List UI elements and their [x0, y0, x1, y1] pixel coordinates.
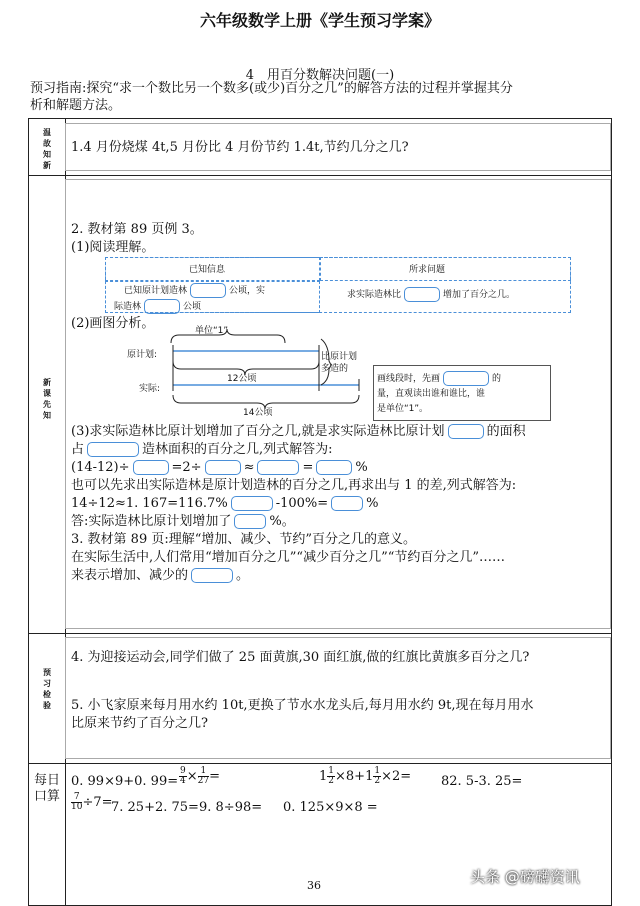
- s3-line-2: 占 造林面积的百分之几,列式解答为:: [71, 442, 333, 457]
- answer-blank[interactable]: [133, 460, 169, 475]
- preview-guide: [30, 80, 620, 114]
- plan-value: 12公顷: [227, 374, 257, 384]
- calc-1: 0. 99×9+0. 99=: [71, 774, 179, 789]
- row-label-review: 温故知新: [43, 128, 51, 170]
- answer-blank[interactable]: [205, 460, 241, 475]
- row-divider: [29, 633, 611, 634]
- q3-line-3: 来表示增加、减少的 。: [71, 568, 250, 583]
- calc-7: 9. 8÷98=: [199, 800, 263, 815]
- actual-label: 实际:: [139, 384, 161, 394]
- q5-line-2: 比原来节约了百分之几?: [71, 716, 208, 731]
- more-label: 比原计划 多造的: [321, 352, 358, 374]
- answer-blank[interactable]: [404, 287, 440, 302]
- answer-blank[interactable]: [257, 460, 299, 475]
- answer-blank[interactable]: [316, 460, 352, 475]
- known-line-2: 际造林 公顷: [114, 299, 201, 316]
- s3-line-3: (14-12)÷ =2÷ ≈ = %: [71, 460, 368, 475]
- answer-blank[interactable]: [234, 514, 266, 529]
- s3-line-6: 答:实际造林比原计划增加了 %。: [71, 514, 295, 529]
- info-table-cell: [320, 257, 571, 281]
- actual-value: 14公顷: [243, 408, 273, 418]
- s3-line-5: 14÷12≈1. 167=116.7% -100%= %: [71, 496, 379, 511]
- page-number: 36: [307, 879, 321, 892]
- lesson-title: 4 用百分数解决问题(一): [245, 68, 395, 83]
- known-line-1: 已知原计划造林 公顷，实: [124, 283, 265, 300]
- guide-line-2: 析和解题方法。: [30, 98, 122, 113]
- calc-4: 82. 5-3. 25=: [441, 774, 523, 789]
- q4: 4. 为迎接运动会,同学们做了 25 面黄旗,30 面红旗,做的红旗比黄旗多百分之几?: [71, 650, 530, 665]
- guide-line-1: 预习指南:探究“求一个数比另一个数多(或少)百分之几”的解答方法的过程并掌握其分: [30, 81, 513, 96]
- q3-line-2: 在实际生活中,人们常用“增加百分之几”“减少百分之几”“节约百分之几”……: [71, 550, 506, 565]
- answer-blank[interactable]: [331, 496, 363, 511]
- row-label-check: 预习检验: [43, 668, 51, 710]
- example-ref: 2. 教材第 89 页例 3。: [71, 222, 203, 237]
- review-question: 1.4 月份烧煤 4t,5 月份比 4 月份节约 1.4t,节约几分之几?: [71, 140, 409, 155]
- answer-blank[interactable]: [190, 283, 226, 298]
- answer-blank[interactable]: [144, 299, 180, 314]
- s3-line-1: (3)求实际造林比原计划增加了百分之几,就是求实际造林比原计划 的面积: [71, 424, 526, 439]
- q3: 3. 教材第 89 页:理解“增加、减少、节约”百分之几的意义。: [71, 532, 417, 547]
- worksheet-table: [28, 118, 612, 906]
- answer-blank[interactable]: [443, 371, 489, 386]
- row-label-new: 新课先知: [43, 378, 51, 420]
- draw-heading: (2)画图分析。: [71, 316, 155, 331]
- row-divider: [29, 175, 611, 176]
- page-title: 六年级数学上册《学生预习学案》: [199, 11, 440, 30]
- unit-label: 单位“1”: [195, 326, 229, 336]
- read-heading: (1)阅读理解。: [71, 240, 155, 255]
- calc-2: $\frac{9}{4}$ × $\frac{1}{27}$ =: [180, 766, 220, 786]
- calc-8: 0. 125×9×8 =: [283, 800, 378, 815]
- s3-line-4: 也可以先求出实际造林是原计划造林的百分之几,再求出与 1 的差,列式解答为:: [71, 478, 517, 493]
- calc-6: 7. 25+2. 75=: [111, 800, 199, 815]
- answer-blank[interactable]: [191, 568, 233, 583]
- q5-line-1: 5. 小飞家原来每月用水约 10t,更换了节水水龙头后,每月用水约 9t,现在每月用水: [71, 698, 534, 713]
- answer-blank[interactable]: [231, 496, 273, 511]
- answer-blank[interactable]: [448, 424, 484, 439]
- watermark: 头条 @磅礴资讯: [470, 868, 580, 886]
- ask-header: 所求问题: [409, 265, 446, 275]
- answer-blank[interactable]: [87, 442, 139, 457]
- tip-text: 画线段时，先画 的 量，直观读出谁和谁比，谁 是单位“1”。: [377, 371, 501, 417]
- ask-line: 求实际造林比 增加了百分之几。: [347, 287, 515, 304]
- calc-5: $\frac{7}{10}$ ÷7=: [71, 792, 113, 812]
- calc-3: 1 $\frac{1}{2}$ ×8+1 $\frac{1}{2}$ ×2=: [319, 766, 412, 786]
- plan-label: 原计划:: [127, 350, 158, 360]
- row-label-daily: 每日 口算: [33, 773, 60, 804]
- row-divider: [29, 763, 611, 764]
- known-header: 已知信息: [189, 265, 226, 275]
